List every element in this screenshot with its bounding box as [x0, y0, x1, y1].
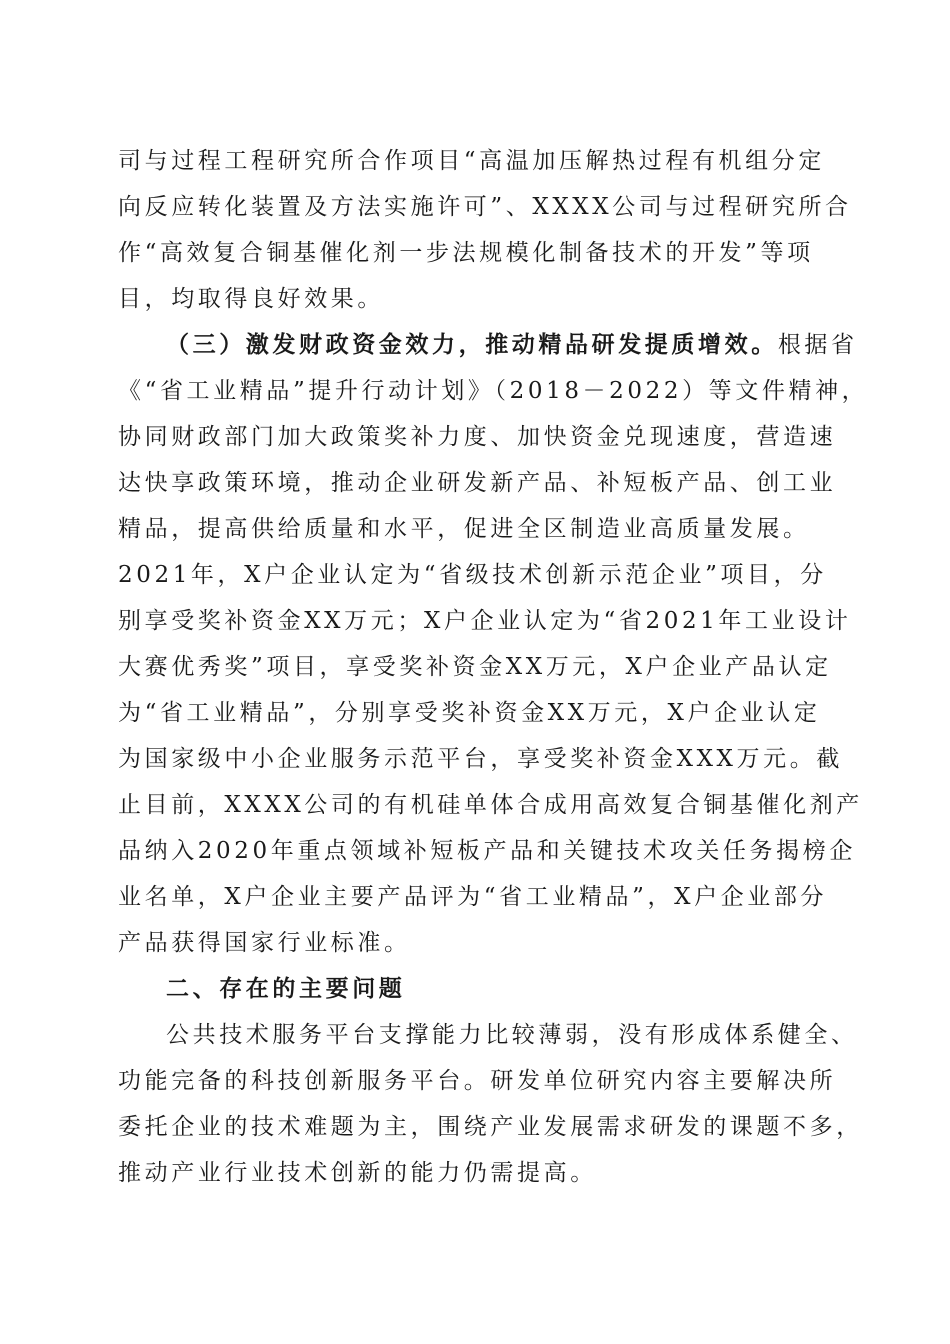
text-line: 公共技术服务平台支撑能力比较薄弱，没有形成体系健全、 — [166, 1022, 858, 1048]
subsection-heading: （三）激发财政资金效力，推动精品研发提质增效。 — [166, 332, 778, 358]
text-line: 为国家级中小企业服务示范平台，享受奖补资金XXX万元。截 — [118, 746, 843, 772]
text-line: 大赛优秀奖”项目，享受奖补资金XX万元，X户企业产品认定 — [118, 654, 832, 680]
text-line: 止目前，XXXX公司的有机硅单体合成用高效复合铜基催化剂产 — [118, 792, 863, 818]
paragraph-1 — [118, 138, 852, 322]
paragraph-2 — [118, 322, 869, 966]
text-line: 委托企业的技术难题为主，围绕产业发展需求研发的课题不多， — [118, 1114, 863, 1140]
text-line: 别享受奖补资金XX万元；X户企业认定为“省2021年工业设计 — [118, 608, 852, 634]
text-line: 向反应转化装置及方法实施许可”、XXXX公司与过程研究所合 — [118, 194, 852, 220]
text-line: 品纳入2020年重点领域补短板产品和关键技术攻关任务揭榜企 — [118, 838, 856, 864]
text-line: 产品获得国家行业标准。 — [118, 930, 411, 956]
text-line: 司与过程工程研究所合作项目“高温加压解热过程有机组分定 — [118, 148, 825, 174]
text-line: 达快享政策环境，推动企业研发新产品、补短板产品、创工业 — [118, 470, 837, 496]
paragraph-3 — [118, 1012, 863, 1196]
text-line: 目，均取得良好效果。 — [118, 286, 384, 312]
text-line: 精品，提高供给质量和水平，促进全区制造业高质量发展。 — [118, 516, 810, 542]
text-line: 2021年，X户企业认定为“省级技术创新示范企业”项目，分 — [118, 562, 827, 588]
text-line: 业名单，X户企业主要产品评为“省工业精品”，X户企业部分 — [118, 884, 828, 910]
text-line: 作“高效复合铜基催化剂一步法规模化制备技术的开发”等项 — [118, 240, 814, 266]
text-fragment: 根据省 — [777, 332, 858, 358]
section-heading: 二、存在的主要问题 — [166, 976, 406, 1002]
section-heading-block — [118, 966, 834, 1012]
text-line: 为“省工业精品”，分别享受奖补资金XX万元，X户企业认定 — [118, 700, 821, 726]
paragraph-2-first-line — [118, 322, 858, 368]
text-line: 推动产业行业技术创新的能力仍需提高。 — [118, 1160, 597, 1186]
text-line: 《“省工业精品”提升行动计划》（2018－2022）等文件精神， — [118, 378, 869, 404]
text-line: 协同财政部门加大政策奖补力度、加快资金兑现速度，营造速 — [118, 424, 837, 450]
text-line: 功能完备的科技创新服务平台。研发单位研究内容主要解决所 — [118, 1068, 837, 1094]
